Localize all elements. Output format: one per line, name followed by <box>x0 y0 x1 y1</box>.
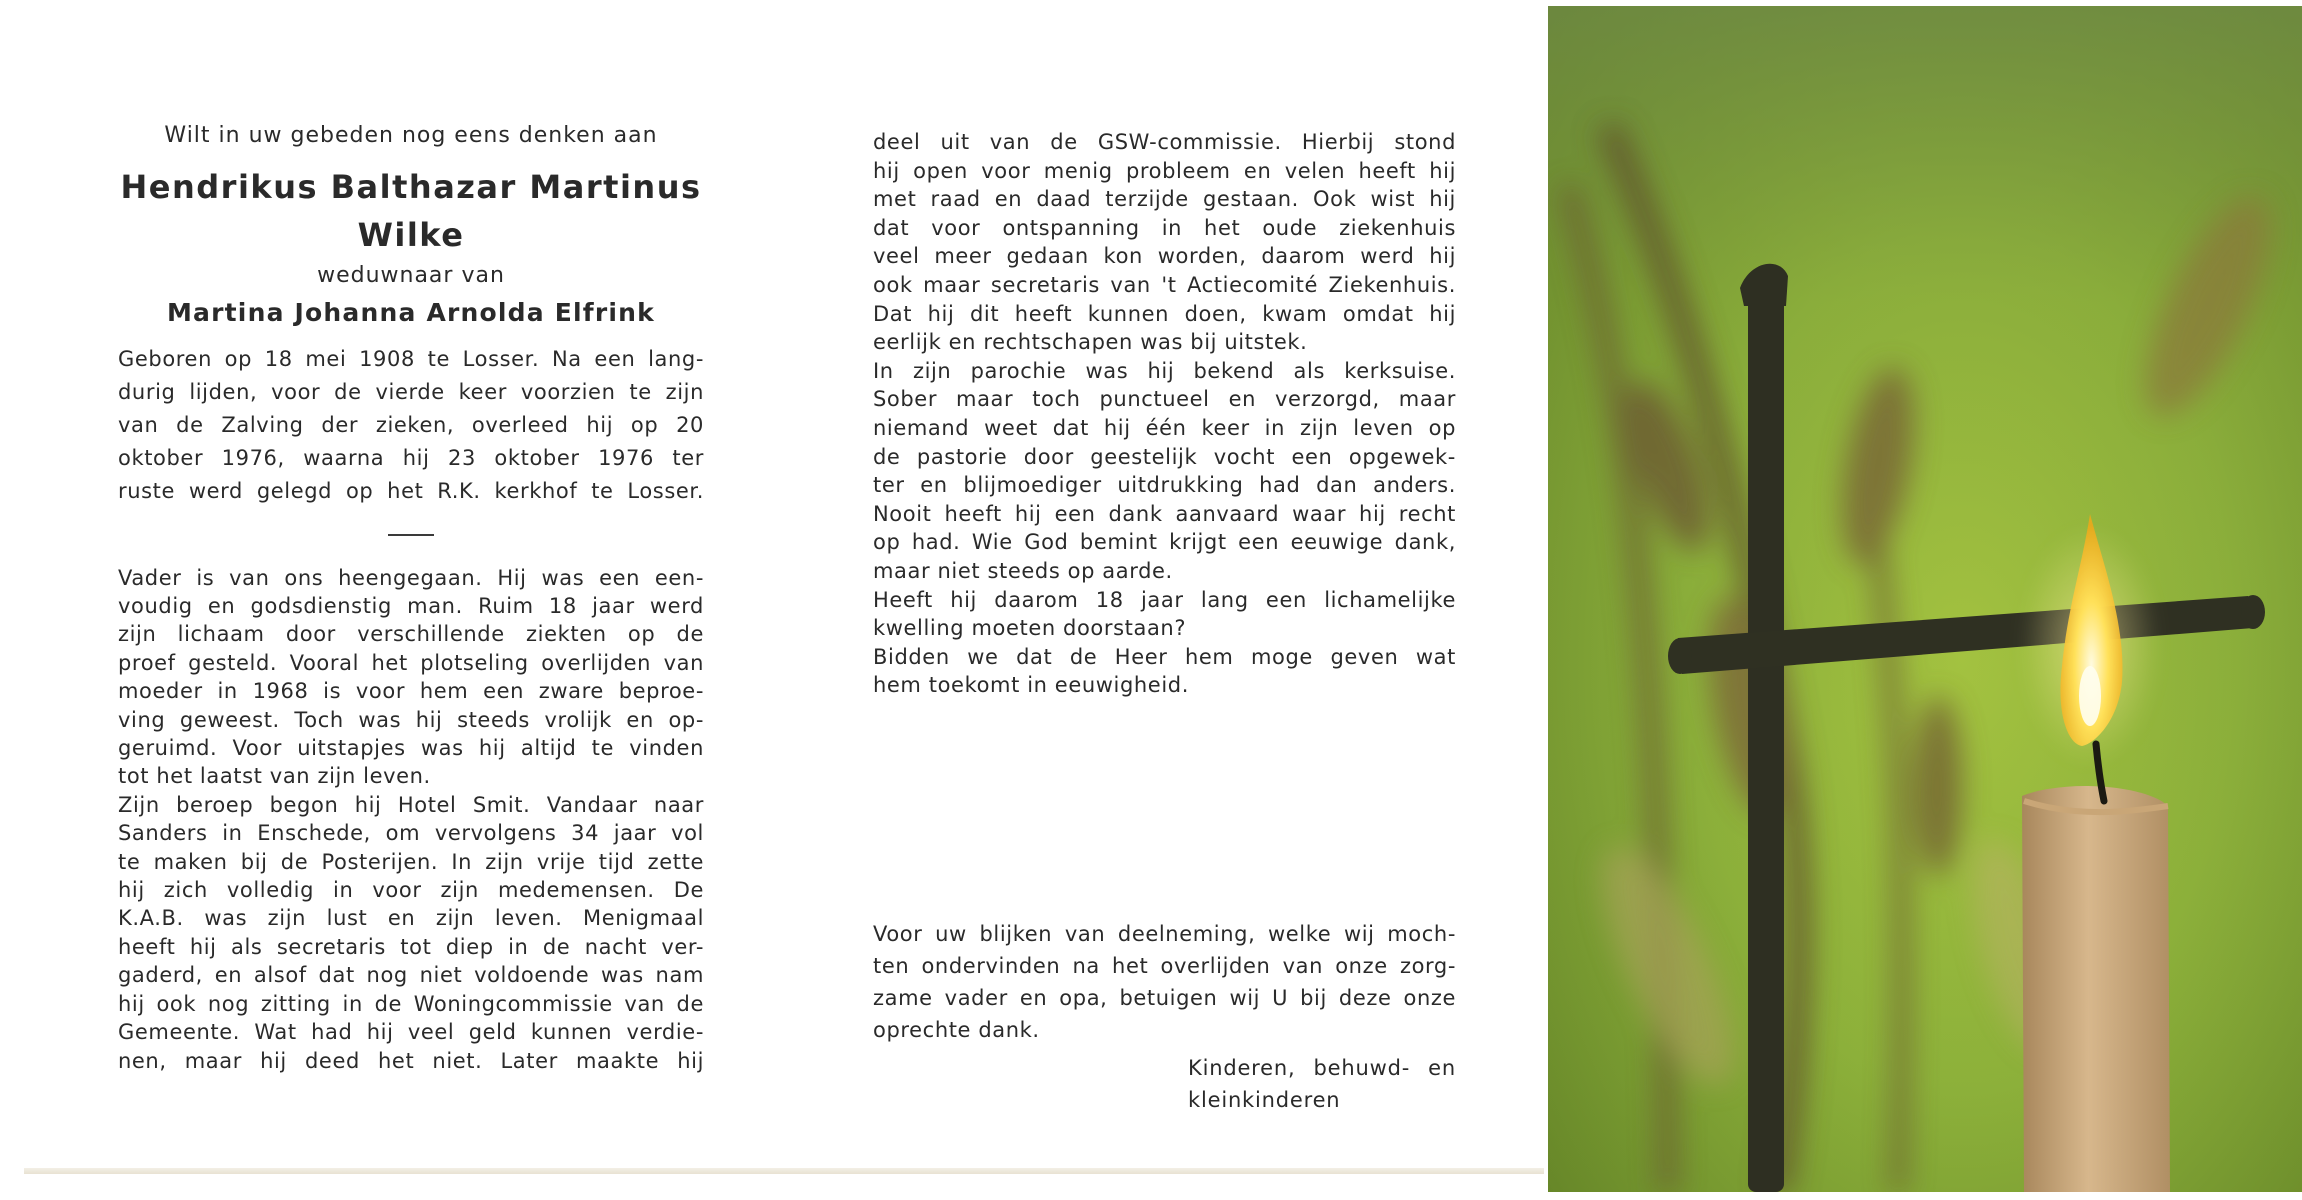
text-line: heeft hij als secretaris tot diep in de nacht ver- <box>118 934 704 959</box>
text-line: oprechte dank. <box>873 1018 1040 1042</box>
candle <box>2020 514 2170 1192</box>
text-line: Sanders in Enschede, om vervolgens 34 jaar vol <box>118 821 704 846</box>
text-line: deel uit van de GSW-commissie. Hierbij stond <box>873 130 1456 154</box>
text-line: Dat hij dit heeft kunnen doen, kwam omdat hij <box>873 301 1456 326</box>
text-line: Heeft hij daarom 18 jaar lang een lichamelijke <box>873 587 1456 612</box>
spouse-name: Martina Johanna Arnolda Elfrink <box>166 297 656 327</box>
text-line: Sober maar toch punctueel en verzorgd, maar <box>873 387 1456 412</box>
text-line: Geboren op 18 mei 1908 te Losser. Na een lang- <box>118 346 704 371</box>
text-line: zame vader en opa, betuigen wij U bij deze onze <box>873 986 1456 1010</box>
text-line: kwelling moeten doorstaan? <box>873 616 1187 641</box>
text-line: van de Zalving der zieken, overleed hij op 20 <box>118 412 704 437</box>
text-line: oktober 1976, waarna hij 23 oktober 1976 ter <box>118 445 704 470</box>
text-line: ving geweest. Toch was hij steeds vrolijk en op- <box>118 707 704 732</box>
text-line: hij zich volledig in voor zijn medemensen. De <box>118 878 704 903</box>
text-line: zijn lichaam door verschillende ziekten op de <box>118 622 704 647</box>
text-line: hij ook nog zitting in de Woningcommissie van de <box>118 991 704 1016</box>
cross-candle-photo <box>1548 6 2302 1192</box>
text-line: te maken bij de Posterijen. In zijn vrije tijd zette <box>118 849 704 874</box>
text-line: kleinkinderen <box>1188 1088 1341 1112</box>
text-line: proef gesteld. Vooral het plotseling overlijden van <box>118 650 704 675</box>
text-line: met raad en daad terzijde gestaan. Ook wist hij <box>873 187 1456 212</box>
deceased-name-line1: Hendrikus Balthazar Martinus <box>120 167 702 206</box>
thanks-paragraph <box>873 918 1456 1046</box>
text-line: eerlijk en rechtschapen was bij uitstek. <box>873 330 1308 355</box>
text-line: ook maar secretaris van 't Actiecomité Ziekenhuis. <box>873 272 1456 297</box>
text-line: Kinderen, behuwd- en <box>1188 1056 1456 1080</box>
text-line: ruste werd gelegd op het R.K. kerkhof te Losser. <box>118 478 704 503</box>
text-line: In zijn parochie was hij bekend als kerksuise. <box>873 358 1456 383</box>
text-line: ten ondervinden na het overlijden van onze zorg- <box>873 954 1456 978</box>
birth-death-paragraph <box>118 343 704 508</box>
text-line: dat voor ontspanning in het oude ziekenhuis <box>873 215 1456 240</box>
text-line: nen, maar hij deed het niet. Later maakte hij <box>118 1048 704 1073</box>
text-line: durig lijden, voor de vierde keer voorzien te zijn <box>118 379 704 404</box>
middle-column <box>873 128 1456 700</box>
text-line: voudig en godsdienstig man. Ruim 18 jaar werd <box>118 594 704 618</box>
left-column <box>118 122 704 1075</box>
text-line: Vader is van ons heengegaan. Hij was een een- <box>118 565 704 590</box>
separator-dash <box>388 534 434 536</box>
text-line: veel meer gedaan kon worden, daarom werd hij <box>873 244 1456 269</box>
text-line: geruimd. Voor uitstapjes was hij altijd te vinden <box>118 736 704 761</box>
signature <box>1188 1052 1456 1116</box>
text-line: hij open voor menig probleem en velen heeft hij <box>873 158 1456 183</box>
biography-paragraph-right <box>873 128 1456 700</box>
text-line: Bidden we dat de Heer hem moge geven wat <box>873 644 1456 669</box>
text-line: Gemeente. Wat had hij veel geld kunnen verdie- <box>118 1020 704 1045</box>
text-line: K.A.B. was zijn lust en zijn leven. Menigmaal <box>118 906 704 931</box>
text-line: Voor uw blijken van deelneming, welke wij moch- <box>873 922 1456 946</box>
text-line: op had. Wie God bemint krijgt een eeuwige dank, <box>873 530 1456 555</box>
text-line: maar niet steeds op aarde. <box>873 558 1173 583</box>
text-line: gaderd, en alsof dat nog niet voldoende was nam <box>118 963 704 988</box>
card-edge-shadow <box>24 1168 1544 1174</box>
text-line: niemand weet dat hij één keer in zijn leven op <box>873 415 1456 440</box>
text-line: ter en blijmoediger uitdrukking had dan anders. <box>873 473 1456 498</box>
photo-illustration <box>1548 6 2302 1192</box>
deceased-name-line2: Wilke <box>357 215 465 254</box>
biography-paragraph-left <box>118 564 704 1075</box>
text-line: hem toekomt in eeuwigheid. <box>873 673 1189 698</box>
intro-text: Wilt in uw gebeden nog eens denken aan <box>164 123 658 148</box>
widower-of-label: weduwnaar van <box>317 262 505 288</box>
text-line: tot het laatst van zijn leven. <box>118 764 431 789</box>
text-line: Zijn beroep begon hij Hotel Smit. Vandaar naar <box>118 792 704 817</box>
text-line: Nooit heeft hij een dank aanvaard waar hij recht <box>873 501 1456 526</box>
text-line: de pastorie door geestelijk vocht een opgewek- <box>873 444 1456 469</box>
text-line: moeder in 1968 is voor hem een zware beproe- <box>118 679 704 704</box>
